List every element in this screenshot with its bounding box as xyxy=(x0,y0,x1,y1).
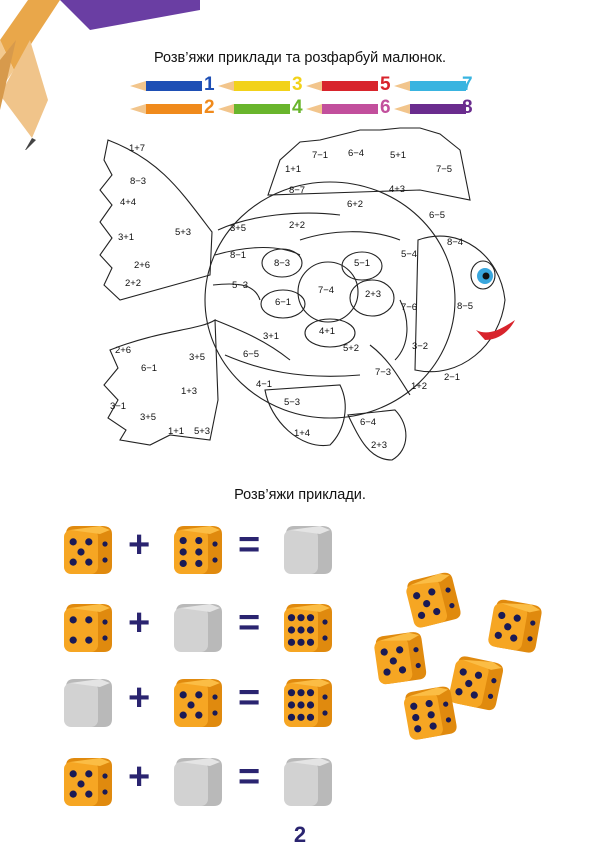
die-pip xyxy=(187,701,194,708)
plus-sign: + xyxy=(128,524,151,566)
fish-region-label: 2+6 xyxy=(133,260,151,271)
fish-region-label: 3−1 xyxy=(109,401,127,412)
legend-number: 8 xyxy=(462,97,473,118)
die-pip xyxy=(307,626,314,633)
die-pip xyxy=(195,560,202,567)
die-pip xyxy=(70,559,77,566)
fish-region-label: 1+4 xyxy=(293,428,311,439)
blank-die-answer[interactable] xyxy=(60,675,116,731)
die-pip xyxy=(297,626,304,633)
die-pip xyxy=(288,714,295,721)
die-pip xyxy=(85,637,92,644)
fish-region-label: 8−1 xyxy=(229,250,247,261)
die-pip xyxy=(195,691,202,698)
die-pip xyxy=(70,770,77,777)
section-title: Розв’яжи приклади. xyxy=(234,487,366,503)
legend-number: 6 xyxy=(380,97,391,118)
die-pip xyxy=(85,770,92,777)
die-pip xyxy=(288,639,295,646)
loose-die xyxy=(368,626,431,689)
die-pip xyxy=(180,691,187,698)
die-pip xyxy=(307,689,314,696)
die xyxy=(280,600,336,656)
fish-region-label: 3+5 xyxy=(229,223,247,234)
fish-region-label: 7−5 xyxy=(435,164,453,175)
fish-region-label: 8−3 xyxy=(129,176,147,187)
die-pip xyxy=(297,614,304,621)
fish-region-label: 6+2 xyxy=(346,199,364,210)
fish-region-label: 3+1 xyxy=(262,331,280,342)
legend-number: 3 xyxy=(292,74,303,95)
die-pip xyxy=(85,616,92,623)
fish-region-label: 1+1 xyxy=(284,164,302,175)
fish-region-label: 1+7 xyxy=(128,143,146,154)
equals-sign: = xyxy=(238,602,261,644)
fish-region-label: 2+2 xyxy=(288,220,306,231)
equals-sign: = xyxy=(238,524,261,566)
loose-die xyxy=(483,594,548,659)
die-pip xyxy=(307,701,314,708)
legend-number: 4 xyxy=(292,97,303,118)
die xyxy=(170,522,226,578)
fish-region-label: 5−3 xyxy=(231,280,249,291)
die-pip xyxy=(85,791,92,798)
fish-region-label: 4+4 xyxy=(119,197,137,208)
fish-region-label: 5−4 xyxy=(400,249,418,260)
fish-region-label: 6−1 xyxy=(140,363,158,374)
die-pip xyxy=(180,548,187,555)
legend-number: 1 xyxy=(204,74,215,95)
fish-region-label: 3+1 xyxy=(117,232,135,243)
die-pip xyxy=(297,689,304,696)
fish-region-label: 8−4 xyxy=(446,237,464,248)
die xyxy=(170,675,226,731)
fish-region-label: 3−2 xyxy=(411,341,429,352)
fish-region-label: 2+3 xyxy=(364,289,382,300)
die-pip xyxy=(70,616,77,623)
fish-region-label: 2+3 xyxy=(370,440,388,451)
plus-sign: + xyxy=(128,677,151,719)
blank-die-answer[interactable] xyxy=(280,754,336,810)
die-pip xyxy=(195,548,202,555)
die-pip xyxy=(307,614,314,621)
die-pip xyxy=(195,712,202,719)
fish-region-label: 2+2 xyxy=(124,278,142,289)
fish-region-label: 5−3 xyxy=(283,397,301,408)
die-pip xyxy=(307,639,314,646)
fish-region-label: 6−5 xyxy=(242,349,260,360)
die-pip xyxy=(85,538,92,545)
fish-region-label: 2−1 xyxy=(443,372,461,383)
loose-die xyxy=(398,681,463,746)
fish-region-label: 1+3 xyxy=(180,386,198,397)
fish-region-label: 8−7 xyxy=(288,185,306,196)
die-pip xyxy=(297,701,304,708)
fish-region-label: 5−1 xyxy=(353,258,371,269)
die xyxy=(60,754,116,810)
die-pip xyxy=(288,626,295,633)
fish-region-label: 8−3 xyxy=(273,258,291,269)
plus-sign: + xyxy=(128,602,151,644)
die-pip xyxy=(180,560,187,567)
die-pip xyxy=(180,712,187,719)
legend-number: 7 xyxy=(462,74,473,95)
fish-region-label: 1+1 xyxy=(167,426,185,437)
legend-number: 5 xyxy=(380,74,391,95)
blank-die-answer[interactable] xyxy=(170,600,226,656)
fish-region-label: 3+5 xyxy=(139,412,157,423)
die-pip xyxy=(70,538,77,545)
die-pip xyxy=(70,791,77,798)
fish-region-label: 7−6 xyxy=(400,302,418,313)
page-title: Розв’яжи приклади та розфарбуй малюнок. xyxy=(153,50,447,66)
die-pip xyxy=(195,537,202,544)
legend-number: 2 xyxy=(204,97,215,118)
die-pip xyxy=(288,701,295,708)
equals-sign: = xyxy=(238,756,261,798)
equals-sign: = xyxy=(238,677,261,719)
blank-die-answer[interactable] xyxy=(170,754,226,810)
fish-region-label: 6−1 xyxy=(274,297,292,308)
plus-sign: + xyxy=(128,756,151,798)
fish-region-label: 6−4 xyxy=(359,417,377,428)
die-pip xyxy=(297,714,304,721)
fish-region-label: 5+3 xyxy=(193,426,211,437)
die-pip xyxy=(307,714,314,721)
fish-region-label: 6−4 xyxy=(347,148,365,159)
fish-region-label: 1+2 xyxy=(410,381,428,392)
die-pip xyxy=(77,548,84,555)
fish-region-label: 5+1 xyxy=(389,150,407,161)
fish-region-label: 8−5 xyxy=(456,301,474,312)
die xyxy=(60,600,116,656)
fish-region-label: 7−4 xyxy=(317,285,335,296)
blank-die-answer[interactable] xyxy=(280,522,336,578)
fish-region-label: 7−3 xyxy=(374,367,392,378)
fish-region-label: 5+2 xyxy=(342,343,360,354)
die-pip xyxy=(85,559,92,566)
fish-region-label: 4−1 xyxy=(255,379,273,390)
fish-region-label: 5+3 xyxy=(174,227,192,238)
die xyxy=(60,522,116,578)
die-pip xyxy=(297,639,304,646)
die xyxy=(280,675,336,731)
die-pip xyxy=(70,637,77,644)
fish-region-label: 7−1 xyxy=(311,150,329,161)
die-pip xyxy=(77,780,84,787)
die-pip xyxy=(288,689,295,696)
loose-die xyxy=(399,566,467,634)
fish-region-label: 2+6 xyxy=(114,345,132,356)
fish-region-label: 6−5 xyxy=(428,210,446,221)
fish-region-label: 4+1 xyxy=(318,326,336,337)
fish-region-label: 4+3 xyxy=(388,184,406,195)
page-number: 2 xyxy=(293,822,307,847)
fish-region-label: 3+5 xyxy=(188,352,206,363)
die-pip xyxy=(180,537,187,544)
die-pip xyxy=(288,614,295,621)
